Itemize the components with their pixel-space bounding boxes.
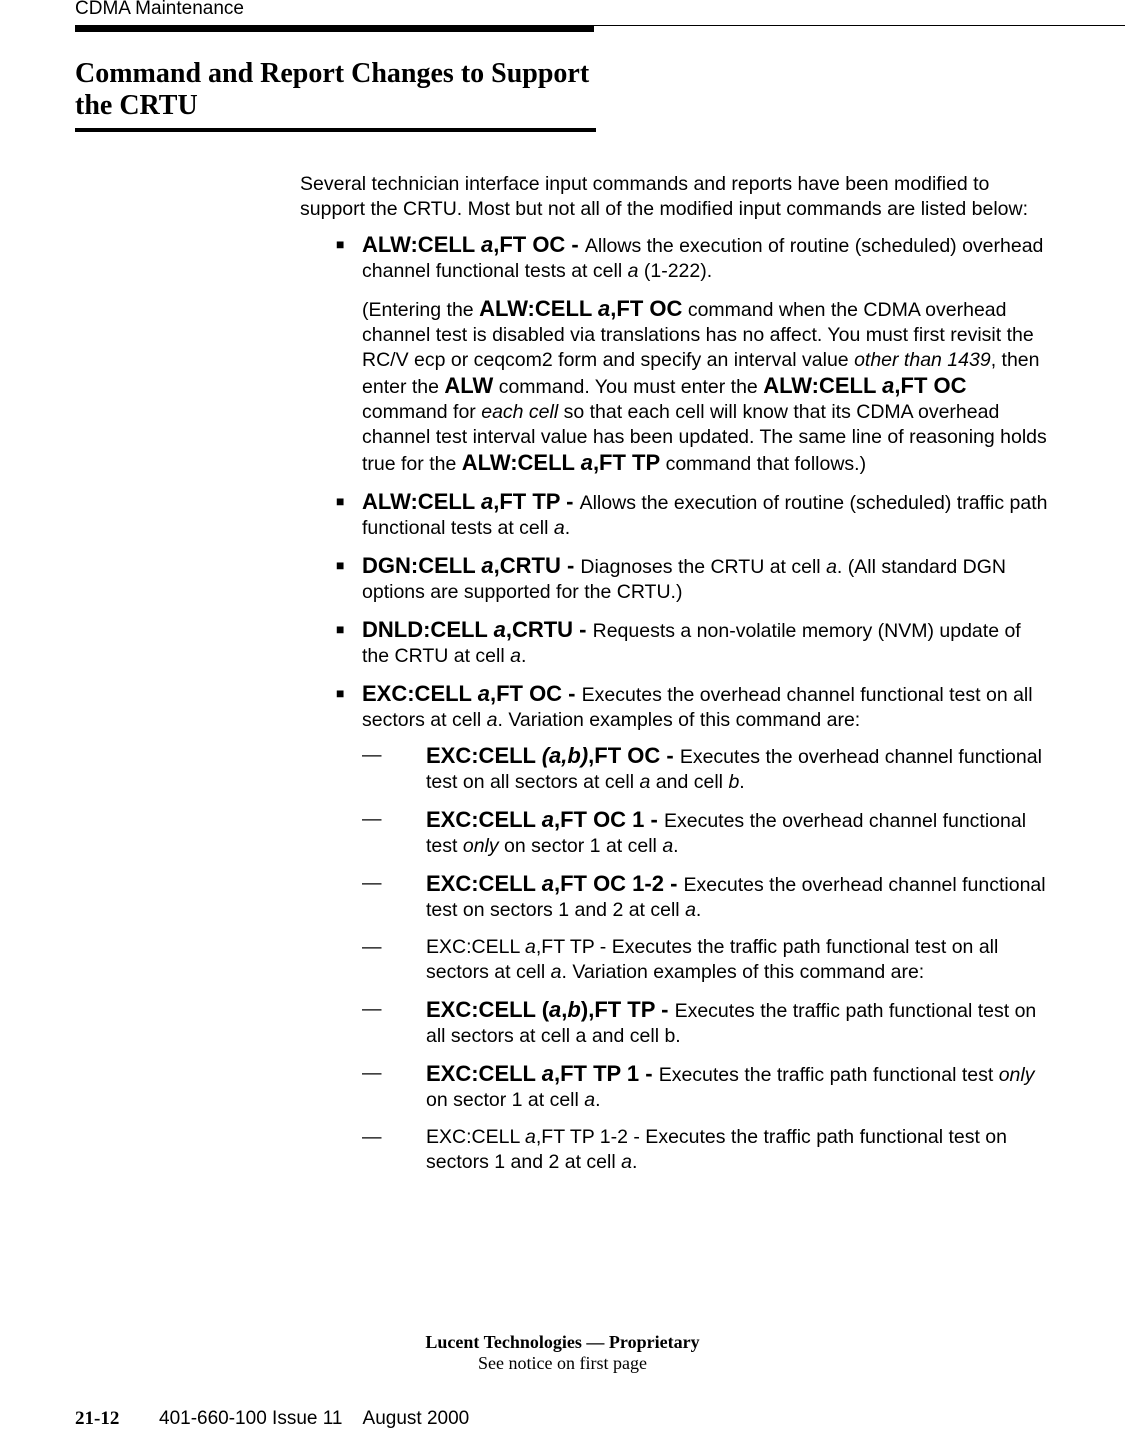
dash-marker: — [362, 872, 382, 894]
variation-command: EXC:CELL a,FT OC 1 - [426, 807, 664, 832]
command-text [362, 617, 1050, 669]
command-item [300, 681, 1050, 1175]
variation-description: Executes the traffic path functional test on all sectors at cell a and cell b. [426, 1000, 1037, 1047]
command-text [362, 681, 1050, 733]
variation-item [362, 935, 1050, 985]
command-text [362, 489, 1050, 541]
variation-item [362, 1061, 1050, 1113]
running-header: CDMA Maintenance [75, 0, 244, 19]
variation-description: Executes the overhead channel functional test on sectors 1 and 2 at cell a. [426, 874, 1046, 921]
command-text [362, 232, 1050, 284]
command-description: Diagnoses the CRTU at cell a. (All standard DGN options are supported for the CRTU.) [362, 556, 1006, 603]
document-info: 401-660-100 Issue 11 August 2000 [159, 1408, 470, 1429]
command-name: EXC:CELL a,FT OC - [362, 681, 582, 706]
dash-marker: — [362, 744, 382, 766]
command-description: Allows the execution of routine (scheduled) traffic path functional tests at cell a. [362, 492, 1048, 539]
dash-marker: — [362, 936, 382, 958]
bullet-marker: ■ [336, 236, 345, 252]
variation-item [362, 997, 1050, 1049]
footer-company: Lucent Technologies — Proprietary [425, 1332, 700, 1352]
command-name: ALW:CELL a,FT TP - [362, 489, 580, 514]
command-name: ALW:CELL a,FT OC - [362, 232, 585, 257]
bullet-marker: ■ [336, 557, 345, 573]
footer-notice: See notice on first page [478, 1353, 647, 1373]
section-title: Command and Report Changes to Support the CRTU [75, 58, 590, 121]
bullet-marker: ■ [336, 493, 345, 509]
variation-description: EXC:CELL a,FT TP - Executes the traffic path functional test on all sectors at cell a. Variation examples of this command are: [426, 936, 999, 983]
header-rule [75, 25, 594, 32]
variation-item [362, 807, 1050, 859]
variation-item [362, 743, 1050, 795]
variation-command: EXC:CELL a,FT OC 1-2 - [426, 871, 684, 896]
command-item [300, 617, 1050, 669]
variation-item [362, 1125, 1050, 1175]
command-name: DGN:CELL a,CRTU - [362, 553, 581, 578]
variation-description: Executes the overhead channel functional test on all sectors at cell a and cell b. [426, 746, 1042, 793]
body-content [300, 172, 1050, 1187]
dash-marker: — [362, 1126, 382, 1148]
command-description: Executes the overhead channel functional test on all sectors at cell a. Variation examples of this command are: [362, 684, 1033, 731]
command-name: DNLD:CELL a,CRTU - [362, 617, 593, 642]
variation-item [362, 871, 1050, 923]
title-rule [75, 128, 596, 132]
bullet-marker: ■ [336, 621, 345, 637]
variation-list [362, 743, 1050, 1175]
dash-marker: — [362, 808, 382, 830]
command-item [300, 232, 1050, 477]
command-description: Requests a non-volatile memory (NVM) update of the CRTU at cell a. [362, 620, 1021, 667]
command-text [362, 553, 1050, 605]
command-item [300, 553, 1050, 605]
variation-description: Executes the overhead channel functional test only on sector 1 at cell a. [426, 810, 1027, 857]
variation-description: EXC:CELL a,FT TP 1-2 - Executes the traffic path functional test on sectors 1 and 2 at cell a. [426, 1126, 1008, 1173]
dash-marker: — [362, 1062, 382, 1084]
variation-command: EXC:CELL a,FT TP 1 - [426, 1061, 659, 1086]
header-rule-thin [594, 25, 1125, 26]
variation-description: Executes the traffic path functional test only on sector 1 at cell a. [426, 1064, 1035, 1111]
variation-command: EXC:CELL (a,b),FT TP - [426, 997, 675, 1022]
intro-paragraph: Several technician interface input commands and reports have been modified to support the CRTU. Most but not all of the modified input commands are listed below: [300, 173, 1029, 220]
command-description: Allows the execution of routine (scheduled) overhead channel functional tests at cell a (1-222). [362, 235, 1044, 282]
command-item [300, 489, 1050, 541]
variation-command: EXC:CELL (a,b),FT OC - [426, 743, 680, 768]
bullet-marker: ■ [336, 685, 345, 701]
command-list [300, 232, 1050, 1175]
command-note: (Entering the ALW:CELL a,FT OC command when the CDMA overhead channel test is disabled via translations has no affect. You must first revisit the RC/V ecp or ceqcom2 form and specify an interval value other than 1439, then enter the ALW command. You must enter the ALW:CELL a,FT OC command for each cell so that each cell will know that its CDMA overhead channel test interval value has been updated. The same line of reasoning holds true for the ALW:CELL a,FT TP command that follows.) [362, 296, 1047, 475]
dash-marker: — [362, 998, 382, 1020]
page-number: 21-12 [75, 1408, 120, 1429]
